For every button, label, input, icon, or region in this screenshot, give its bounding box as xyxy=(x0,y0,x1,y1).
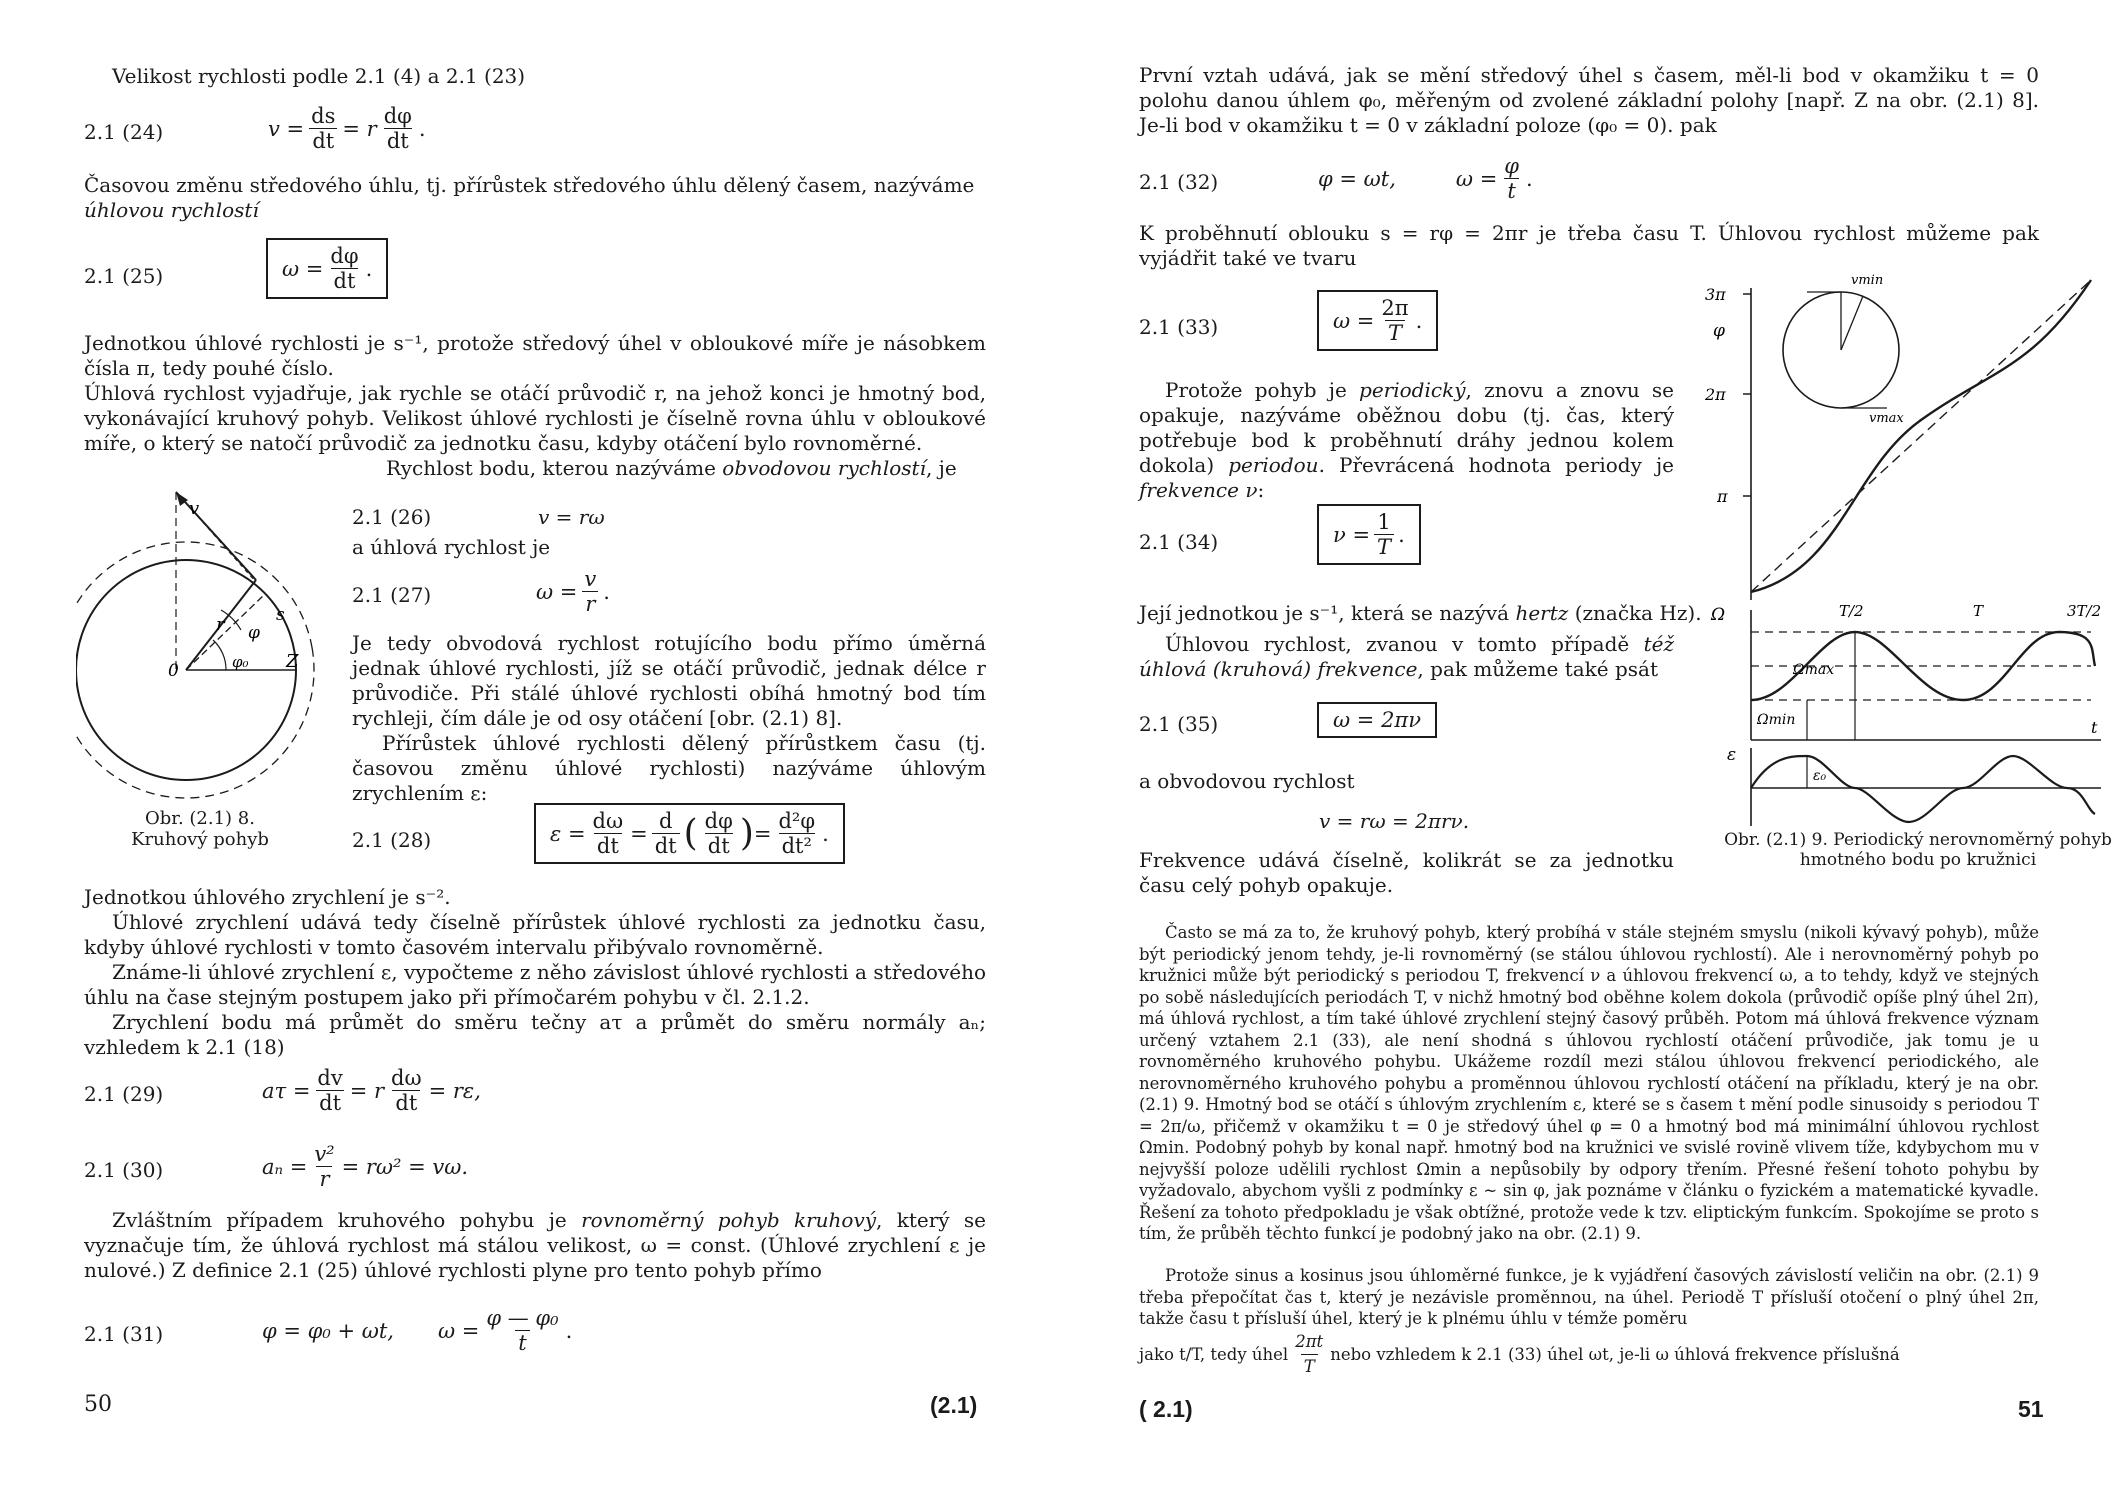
eq33-end: . xyxy=(1415,308,1423,333)
eq34 xyxy=(1317,504,1421,565)
eq25-end: . xyxy=(365,256,373,281)
eq33-num: 2π xyxy=(1381,296,1409,320)
eq26-label: 2.1 (26) xyxy=(352,505,432,529)
eq31-lhs: ω = xyxy=(437,1318,480,1343)
para-protoze-a: Protože pohyb je xyxy=(1165,378,1347,402)
eq24 xyxy=(268,104,426,153)
para-uhlove-zrych: Úhlové zrychlení udává tedy číselně přírůstek úhlové rychlosti za jednotku času, kdyby úhlové rychlosti v tomto časovém intervalu přibývalo rovnoměrně. xyxy=(84,910,986,959)
section-marker-right: ( 2.1) xyxy=(1139,1396,1193,1422)
para-jeji-a: Její jednotkou je s⁻¹, která se nazývá xyxy=(1139,601,1510,625)
eq29-end: = rε, xyxy=(428,1078,481,1103)
eq25-lhs: ω = xyxy=(282,256,324,281)
fig9-label-vmax: vmax xyxy=(1869,411,1904,426)
eq24-f2-den: dt xyxy=(384,128,412,153)
eq28-f2-num: d xyxy=(658,809,673,833)
para-jako-a: jako t/T, tedy úhel xyxy=(1139,1345,1289,1364)
para-jako-num: 2πt xyxy=(1295,1332,1324,1351)
fig8-tangent-dashed xyxy=(176,492,254,580)
eq28-lhs: ε = xyxy=(550,821,586,846)
section-marker-left: (2.1) xyxy=(930,1392,978,1418)
fig8-caption xyxy=(100,808,300,850)
fig8-caption-2: Kruhový pohyb xyxy=(131,829,269,850)
para-rychlost-a: Rychlost bodu, kterou nazýváme xyxy=(386,456,716,480)
eq31-num: φ — φ₀ xyxy=(486,1306,559,1330)
eq32-den: t xyxy=(1504,178,1518,203)
para-zrychleni: Zrychlení bodu má průmět do směru tečny aτ a průmět do směru normály aₙ; vzhledem k 2.1 (18) xyxy=(84,1010,986,1059)
para-protoze-b: periodický xyxy=(1359,378,1466,402)
eq33-lhs: ω = xyxy=(1333,308,1375,333)
para-zvlastnim-a: Zvláštním případem kruhového pohybu je xyxy=(112,1208,567,1232)
eq32-label: 2.1 (32) xyxy=(1139,170,1219,194)
eq35-label: 2.1 (35) xyxy=(1139,712,1219,736)
para-casto: Často se má za to, že kruhový pohyb, který probíhá v stále stejném smyslu (nikoli kývavý pohyb), může být periodický jenom tehdy, je-li rovnoměrný (se stálou úhlovou rychlostí). Ale i nerovnoměrný pohyb po kružnici může být periodický s periodou T, frekvencí ν a úhlovou frekvencí ω, a to tehdy, když ve stejných po sobě následujících periodách T, v nichž hmotný bod oběhne kolem dokola (průvodič opíše plný úhel 2π), má úhlová rychlost, a tím také úhlové zrychlení stejný časový průběh. Potom má úhlová frekvence význam určený vztahem 2.1 (33), ale není shodná s úhlovou rychlostí otáčení průvodiče, jak tomu je u rovnoměrného kruhového pohybu. Ukážeme rozdíl mezi stálou úhlovou frekvencí periodického, ale nerovnoměrného kruhového pohybu a proměnnou úhlovou rychlostí otáčení na příkladu, který je na obr. (2.1) 9. Hmotný bod se otáčí s úhlovým zrychlením ε, které se s časem t mění podle sinusoidy s periodou T = 2π/ω, přičemž v okamžiku t = 0 je středový úhel φ = 0 a hmotný bod má minimální úhlovou rychlost Ωmin. Podobný pohyb by konal např. hmotný bod na kružnici ve svislé rovině vlivem tíže, kdybychom mu v nejvyšší poloze udělili rychlost Ωmin a nepůsobily by odpory třením. Přesné řešení tohoto pohybu by vyžadovalo, abychom vyšli z podmínky ε ~ sin φ, jak poznáme v článku o fyzickém a matematické kyvadle. Řešení za tohoto předpokladu je však obtížné, protože vede k tzv. eliptickým funkcím. Spokojíme se proto s tím, že průběh těchto funkcí je podobný jako na obr. (2.1) 9. xyxy=(1139,923,2039,1243)
eq29 xyxy=(262,1066,481,1115)
eq32-a: φ = ωt, xyxy=(1318,166,1396,191)
para-jeji-c: (značka Hz). xyxy=(1574,601,1702,625)
eq31-a: φ = φ₀ + ωt, xyxy=(262,1318,394,1343)
para-aobvod: a obvodovou rychlost xyxy=(1139,769,1355,793)
eq31-den: t xyxy=(515,1330,529,1355)
fig8-label-phi0: φ₀ xyxy=(232,653,249,671)
eq30 xyxy=(262,1142,468,1191)
eq28-label: 2.1 (28) xyxy=(352,828,432,852)
para-protoze-c: , znovu a znovu se opakuje, nazýváme oběžnou dobu (tj. čas, který potřebuje bod k proběhnutí dráhy jednou kolem dokola) xyxy=(1139,378,1675,477)
eq30-label: 2.1 (30) xyxy=(84,1158,164,1182)
eq28 xyxy=(534,803,845,864)
fig9-uniform-line xyxy=(1751,280,2091,592)
eq33-label: 2.1 (33) xyxy=(1139,315,1219,339)
eq28-paren-close: ) xyxy=(739,812,754,854)
eq28-end: . xyxy=(822,821,829,846)
eq27-den: r xyxy=(582,591,598,616)
fig9-label-2pi: 2π xyxy=(1705,385,1726,404)
eq24-mid: = r xyxy=(342,116,377,141)
eq27-lhs: ω = xyxy=(536,579,578,604)
fig8-caption-1: Obr. (2.1) 8. xyxy=(145,808,255,829)
para-protoze-f: frekvence ν xyxy=(1139,478,1258,502)
eq25-label: 2.1 (25) xyxy=(84,264,164,288)
fig8-label-phi: φ xyxy=(248,623,260,643)
fig9-label-pi: π xyxy=(1717,487,1728,506)
para-zname: Známe-li úhlové zrychlení ε, vypočteme z něho závislost úhlové rychlosti a středového úhlu na čase stejným postupem jako při přímočarém pohybu v čl. 2.1.2. xyxy=(84,960,986,1009)
fig9-label-Omega: Ω xyxy=(1711,605,1726,625)
eq27 xyxy=(536,567,610,616)
para-jeji xyxy=(1139,601,1702,626)
fig9-label-Omin: Ωmin xyxy=(1757,712,1796,728)
para-rychlost xyxy=(386,456,957,481)
fig9-eps-curve xyxy=(1751,756,2095,822)
eq24-lhs: v = xyxy=(268,116,305,141)
eq28-f2-den: dt xyxy=(652,833,680,858)
fig8-label-r: r xyxy=(216,614,225,635)
para-uhlovou-a: Úhlovou rychlost, zvanou v tomto případě xyxy=(1165,632,1630,656)
para-tedy: Je tedy obvodová rychlost rotujícího bodu přímo úměrná jednak úhlové rychlosti, jíž se otáčí průvodič, jednak délce r průvodiče. Při stálé úhlové rychlosti obíhá hmotný bod tím rychleji, čím dále je od osy otáčení [obr. (2.1) 8]. xyxy=(352,631,986,730)
eq33 xyxy=(1317,290,1438,351)
eq29-lhs: aτ = xyxy=(262,1078,311,1103)
eq28-eq1: = xyxy=(630,821,648,846)
para-probehnuti: K proběhnutí oblouku s = rφ = 2πr je třeba času T. Úhlovou rychlost můžeme pak vyjádřit také ve tvaru xyxy=(1139,221,2039,270)
fig9-periodic-motion xyxy=(1691,270,2121,830)
eq24-f1-den: dt xyxy=(309,128,337,153)
eq31 xyxy=(262,1306,572,1355)
fig9-label-eps: ε xyxy=(1727,745,1737,765)
fig8-label-Z: Z xyxy=(286,651,299,672)
eq28-f4-num: d²φ xyxy=(778,809,816,833)
para-jako-den: T xyxy=(1301,1354,1318,1379)
para-prirustek: Přírůstek úhlové rychlosti dělený přírůstkem času (tj. časovou změnu úhlové rychlosti) nazýváme úhlovým zrychlením ε: xyxy=(352,731,986,805)
para-casovou-2: úhlovou rychlostí xyxy=(84,198,259,222)
para-zvlastnim-c: , který se vyznačuje tím, že úhlová rychlost má stálou velikost, ω = const. (Úhlové zrychlení ε je nulové.) Z definice 2.1 (25) úhlové rychlosti plyne pro tento pohyb přímo xyxy=(84,1208,987,1282)
eq32-end: . xyxy=(1526,166,1533,191)
para-protoze-d: periodou xyxy=(1228,453,1319,477)
eq25 xyxy=(266,238,388,299)
eq28-f1-den: dt xyxy=(594,833,622,858)
eq30-den: r xyxy=(316,1166,332,1191)
fig9-label-T2: T/2 xyxy=(1839,602,1864,620)
eq24-f1-num: ds xyxy=(311,104,336,128)
para-jedn-zrych: Jednotkou úhlového zrychlení je s⁻². xyxy=(84,885,451,909)
fig9-label-T: T xyxy=(1973,602,1984,620)
eq24-end: . xyxy=(418,116,426,141)
eq34-end: . xyxy=(1398,522,1405,547)
para-uhlova: Úhlová rychlost vyjadřuje, jak rychle se otáčí průvodič r, na jehož konci je hmotný bod, vykonávající kruhový pohyb. Velikost úhlové rychlosti je číselně rovna úhlu v obloukové míře, o který se natočí průvodič za jednotku času, kdyby otáčení bylo rovnoměrné. xyxy=(84,381,986,455)
eq27-end: . xyxy=(603,579,610,604)
para-uhlovou-c: , pak můžeme také psát xyxy=(1417,657,1659,681)
para-zvlastnim-b: rovnoměrný pohyb kruhový xyxy=(581,1208,877,1232)
fig9-label-phi: φ xyxy=(1713,321,1725,341)
page-number-left: 50 xyxy=(84,1392,112,1417)
right-page xyxy=(1063,0,2126,1500)
para-jako-b: nebo vzhledem k 2.1 (33) úhel ωt, je-li ω úhlová frekvence příslušná xyxy=(1330,1345,1900,1364)
eq-v: v = rω = 2πrν. xyxy=(1319,809,1470,833)
page-number-right: 51 xyxy=(2018,1396,2044,1422)
eq24-f2-num: dφ xyxy=(383,104,412,128)
intro-text: Velikost rychlosti podle 2.1 (4) a 2.1 (23) xyxy=(112,64,526,88)
eq29-f1-num: dv xyxy=(317,1066,343,1090)
para-uhlovou-b: též úhlová (kruhová) frekvence xyxy=(1139,632,1675,681)
eq26: v = rω xyxy=(538,505,605,529)
fig9-label-Omax: Ωmax xyxy=(1793,662,1835,678)
eq28-f3-den: dt xyxy=(705,833,733,858)
eq32-lhs: ω = xyxy=(1455,166,1498,191)
eq32-num: φ xyxy=(1504,154,1520,178)
para-zvlastnim xyxy=(84,1208,986,1283)
eq34-lhs: ν = xyxy=(1333,522,1371,547)
eq34-label: 2.1 (34) xyxy=(1139,530,1219,554)
fig8-label-0: 0 xyxy=(168,661,179,681)
eq25-den: dt xyxy=(331,268,359,293)
eq29-label: 2.1 (29) xyxy=(84,1082,164,1106)
para-prvni: První vztah udává, jak se mění středový úhel s časem, měl-li bod v okamžiku t = 0 polohu danou úhlem φ₀, měřeným od zvolené základní polohy [např. Z na obr. (2.1) 8]. Je-li bod v okamžiku t = 0 v základní poloze (φ₀ = 0). pak xyxy=(1139,63,2039,137)
eq30-num: v² xyxy=(314,1142,335,1166)
eq31-label: 2.1 (31) xyxy=(84,1322,164,1346)
para-protoze xyxy=(1139,378,1674,503)
eq27-label: 2.1 (27) xyxy=(352,583,432,607)
eq27-num: v xyxy=(584,567,597,591)
para-jako xyxy=(1139,1330,1900,1379)
fig9-caption: Obr. (2.1) 9. Periodický nerovnoměrný pohyb hmotného bodu po kružnici xyxy=(1724,830,2112,870)
eq29-f2-den: dt xyxy=(392,1090,420,1115)
para-rychlost-b: obvodovou rychlostí xyxy=(722,456,926,480)
eq28-f4-den: dt² xyxy=(779,833,815,858)
eq28-f3-num: dφ xyxy=(704,809,733,833)
para-rychlost-c: , je xyxy=(925,456,957,480)
para-jeji-b: hertz xyxy=(1515,601,1569,625)
fig8-label-s: s xyxy=(276,605,285,625)
para-frekvence: Frekvence udává číselně, kolikrát se za jednotku času celý pohyb opakuje. xyxy=(1139,848,1674,897)
para-protoze-sinus: Protože sinus a kosinus jsou úhloměrné funkce, je k vyjádření časových závislostí veličin na obr. (2.1) 9 třeba přepočítat čas t, který je nezávisle proměnnou, na úhel. Periodě T přísluší otočení o plný úhel 2π, takže času t přísluší úhel, který je k plnému úhlu v témže poměru xyxy=(1139,1266,2039,1328)
fig9-label-eps0: ε₀ xyxy=(1813,768,1827,784)
fig9-label-3pi: 3π xyxy=(1705,285,1726,304)
eq31-end: . xyxy=(565,1318,573,1343)
fig9-label-3T2: 3T/2 xyxy=(2067,602,2102,620)
para-a-uhlova: a úhlová rychlost je xyxy=(352,535,551,559)
para-uhlovou xyxy=(1139,632,1674,682)
eq30-lhs: aₙ = xyxy=(262,1154,308,1179)
para-casovou-1: Časovou změnu středového úhlu, tj. přírůstek středového úhlu dělený časem, nazýváme xyxy=(84,173,975,197)
eq30-end: = rω² = vω. xyxy=(341,1154,469,1179)
eq24-label: 2.1 (24) xyxy=(84,120,164,144)
eq29-f1-den: dt xyxy=(316,1090,344,1115)
para-protoze-e: . Převrácená hodnota periody je xyxy=(1318,453,1675,477)
eq34-den: T xyxy=(1374,534,1394,559)
eq32 xyxy=(1318,154,1533,203)
fig9-label-t: t xyxy=(2091,718,2098,737)
fig8-circular-motion xyxy=(76,480,346,810)
eq28-f1-num: dω xyxy=(592,809,624,833)
fig8-label-v: v xyxy=(189,498,200,519)
eq28-paren-open: ( xyxy=(683,812,698,854)
para-protoze-g: : xyxy=(1257,478,1265,502)
eq33-den: T xyxy=(1385,320,1405,345)
fig9-inset-radius xyxy=(1841,296,1863,350)
eq29-mid: = r xyxy=(349,1078,385,1103)
eq25-num: dφ xyxy=(330,244,359,268)
fig8-angle-arc-phi0 xyxy=(213,640,226,670)
eq29-f2-num: dω xyxy=(391,1066,422,1090)
eq34-num: 1 xyxy=(1377,510,1391,534)
para-jednotkou: Jednotkou úhlové rychlosti je s⁻¹, protože středový úhel v obloukové míře je násobkem čísla π, tedy pouhé číslo. xyxy=(84,331,986,380)
eq28-eq2: = xyxy=(753,821,772,846)
eq35: ω = 2πν xyxy=(1317,702,1437,738)
fig9-label-vmin: vmin xyxy=(1851,273,1884,288)
